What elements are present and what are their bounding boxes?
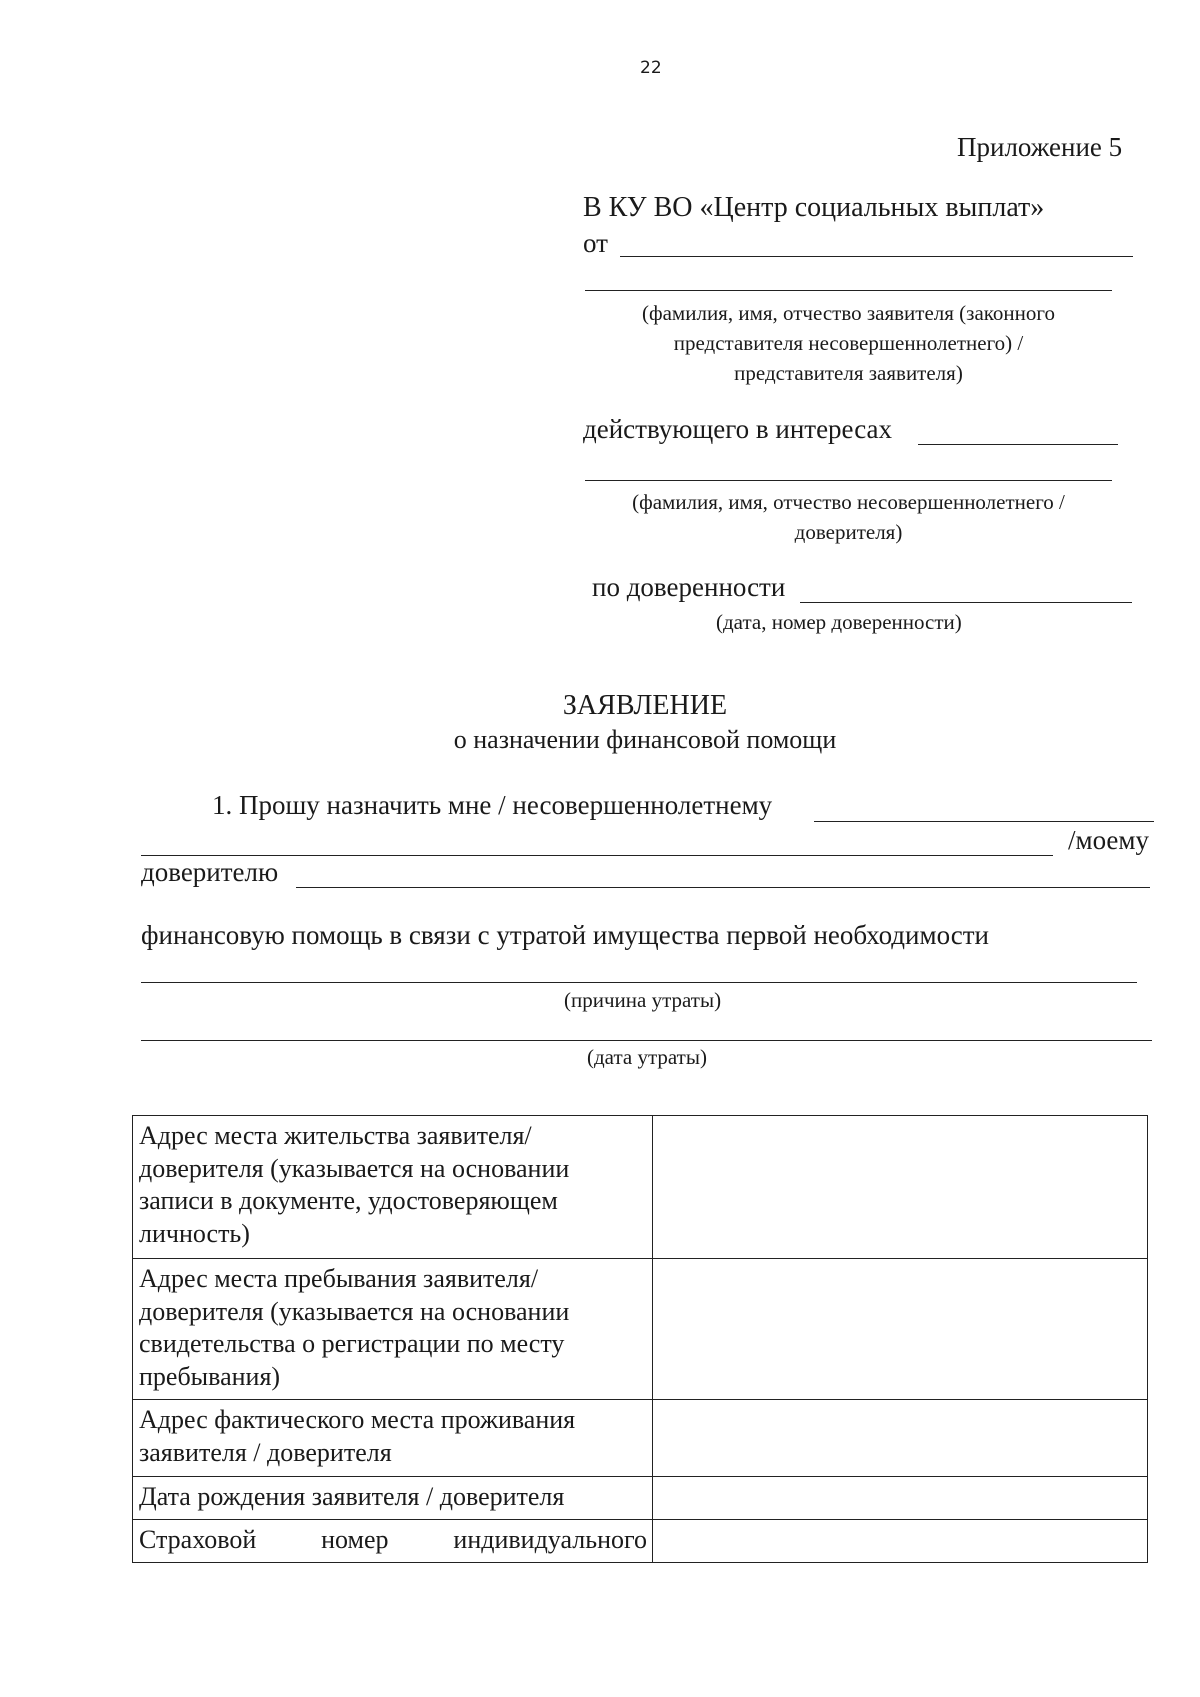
applicant-name-field-2[interactable] <box>585 290 1112 291</box>
minor-name-field[interactable] <box>585 480 1112 481</box>
row-value-field[interactable] <box>653 1400 1148 1477</box>
table-row <box>133 1259 1148 1400</box>
financial-text: финансовую помощь в связи с утратой имущества первой необходимости <box>141 920 989 950</box>
minor-field-2[interactable] <box>141 855 1053 856</box>
principal-field[interactable] <box>296 887 1150 888</box>
document-title: ЗАЯВЛЕНИЕ <box>562 690 728 721</box>
row-value-field[interactable] <box>653 1116 1148 1259</box>
address-table <box>132 1115 1148 1563</box>
principal-label: доверителю <box>141 857 279 887</box>
row-label: Адрес места пребывания заявителя/ доверителя (указывается на основании свидетельства о регистрации по месту пребывания) <box>133 1259 653 1400</box>
row-value-field[interactable] <box>653 1520 1148 1563</box>
table-row <box>133 1520 1148 1563</box>
row-label: Адрес фактического места проживания заявителя / доверителя <box>133 1400 653 1477</box>
row-label: Страховой номер индивидуального <box>133 1520 653 1563</box>
appendix-label: Приложение 5 <box>957 132 1123 162</box>
table-row <box>133 1116 1148 1259</box>
table-row <box>133 1477 1148 1520</box>
row-value-field[interactable] <box>653 1477 1148 1520</box>
proxy-hint: (дата, номер доверенности) <box>716 610 962 634</box>
minor-field[interactable] <box>814 821 1154 822</box>
from-label: от <box>583 228 608 258</box>
acting-label: действующего в интересах <box>583 414 893 444</box>
applicant-name-field[interactable] <box>620 256 1133 257</box>
recipient: В КУ ВО «Центр социальных выплат» <box>583 192 1045 223</box>
proxy-field[interactable] <box>800 602 1132 603</box>
loss-date-hint: (дата утраты) <box>587 1045 707 1069</box>
document-subtitle: о назначении финансовой помощи <box>453 725 837 754</box>
page-number: 22 <box>640 58 662 78</box>
loss-reason-field[interactable] <box>141 982 1137 983</box>
row-label: Дата рождения заявителя / доверителя <box>133 1477 653 1520</box>
request-paragraph: 1. Прошу назначить мне / несовершеннолетнему <box>212 790 773 820</box>
loss-reason-hint: (причина утраты) <box>564 988 722 1012</box>
applicant-hint: (фамилия, имя, отчество заявителя (законного представителя несовершеннолетнего) / представителя заявителя) <box>642 301 1055 385</box>
proxy-label: по доверенности <box>592 572 786 602</box>
minor-hint: (фамилия, имя, отчество несовершеннолетнего / доверителя) <box>632 490 1065 544</box>
my-label: /моему <box>1068 825 1149 855</box>
loss-date-field[interactable] <box>141 1040 1152 1041</box>
acting-field[interactable] <box>918 444 1118 445</box>
table-row <box>133 1400 1148 1477</box>
row-label: Адрес места жительства заявителя/ доверителя (указывается на основании записи в документе, удостоверяющем личность) <box>133 1116 653 1259</box>
row-value-field[interactable] <box>653 1259 1148 1400</box>
